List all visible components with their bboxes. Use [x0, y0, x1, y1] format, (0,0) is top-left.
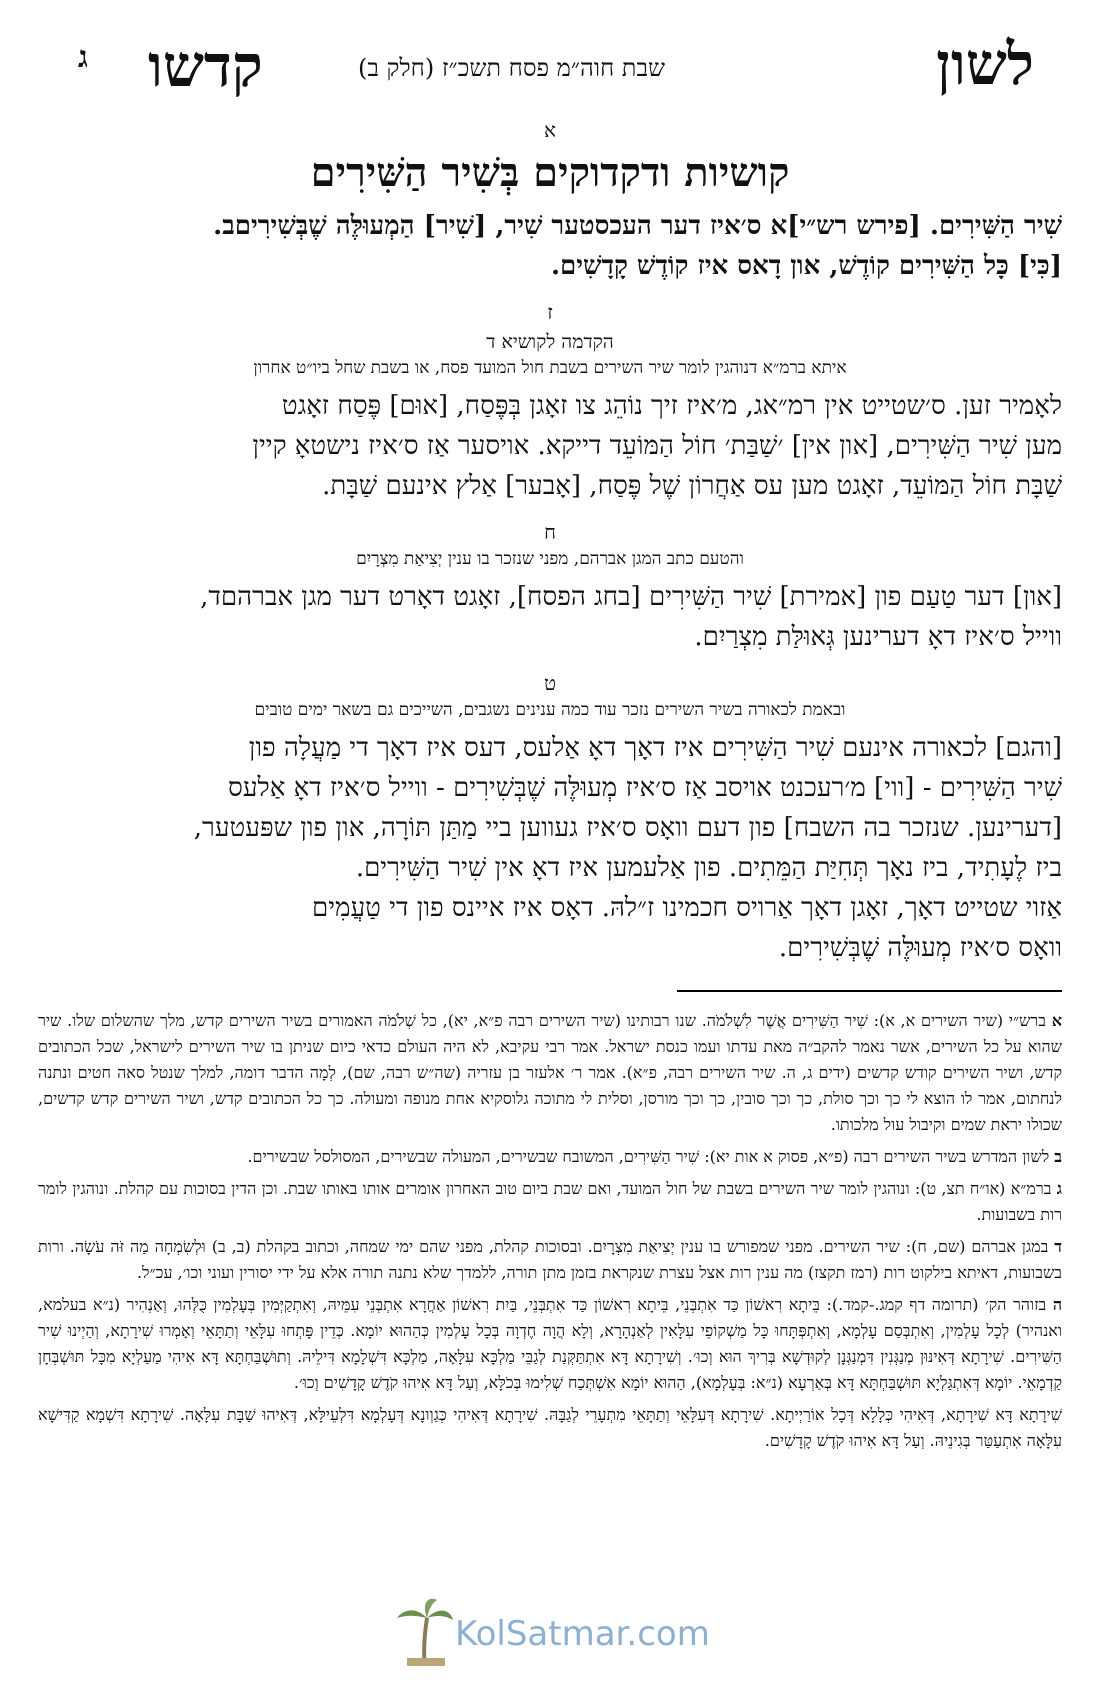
palm-tree-logo-icon	[395, 1596, 455, 1672]
paragraph-line: אַזוי שטייט דאָך, זאָגן דאָך אַרויס חכמינו ז״להּ. דאָס איז איינס פון די טַעֲמִים	[311, 893, 1062, 923]
footnote-mark: ד	[1054, 1237, 1062, 1256]
section-letter-z: ז	[547, 300, 553, 324]
paragraph-line: שַׁבָּת חוֹל הַמּוֹעֵד, זאָגט מען עס אַחֲרוֹן שֶׁל פֶּסַח, [אָבער] אַלץ אינעם שַׁבָּת.	[322, 471, 1062, 501]
paragraph-line: [און] דער טַעַם פון [אמירת] שִׁיר הַשִּׁירִים [בחג הפסח], זאָגט דאָרט דער מגן אברהםד,	[200, 582, 1062, 612]
header-subtitle: שבת חוה״מ פסח תשכ״ז (חלק ב)	[358, 54, 665, 82]
footnote-text: לשון המדרש בשיר השירים רבה (פ״א, פסוק א אות יא): שִׁיר הַשִּׁירִים, המשובח שבשירים, המעולה שבשירים, המסולסל שבשירים.	[247, 1147, 1050, 1166]
section-subheading: והטעם כתב המגן אברהם, מפני שנזכר בו ענין יְצִיאַת מִצְרָיִם	[356, 549, 744, 569]
section-letter-ch: ח	[544, 520, 556, 544]
footnote-text: ברמ״א (או״ח תצ, ט): ונוהגין לומר שיר השירים בשבת של חול המועד, ואם שבת ביום טוב האחרון אומרים אותו באותו שבת. וכן הדין בסוכות עם קהלת. ונוהגין לומר רות בשבועות.	[38, 1179, 1062, 1224]
header-title-left: קדשו	[148, 32, 263, 100]
footnote	[38, 1144, 1062, 1170]
paragraph-line: [כִּי] כָּל הַשִּׁירִים קוֹדֶשׁ, און דָאס איז קוֹדֶשׁ קָדָשִׁים.	[550, 251, 1062, 281]
footnotes	[38, 1008, 1062, 1454]
section-heading: הקדמה לקושיא ד	[486, 331, 614, 353]
footnote	[38, 1234, 1062, 1286]
footnote	[38, 1292, 1062, 1396]
page-header	[38, 30, 1062, 110]
paragraph-line: ביז לֶעָתִיד, ביז נאָך תְּחִיַּת הַמֵּתִים. פון אַלעמען איז דאָ אין שִׁיר הַשִּׁירִים.	[355, 853, 1062, 883]
section-letter-a: א	[543, 118, 556, 142]
paragraph-line: וואָס ס׳איז מְעוּלֶּה שֶׁבְּשִׁירִים.	[778, 933, 1062, 963]
footnote-divider	[677, 990, 1062, 992]
paragraph-line: [והגם] לכאורה אינעם שִׁיר הַשִּׁירִים איז דאָך דאָ אַלעס, דעס איז דאָך די מַעֲלָה פון	[248, 733, 1062, 763]
paragraph-line: ווייל ס׳איז דאָ דערינען גְּאוּלַּת מִצְרַיִם.	[694, 622, 1062, 652]
watermark-text: KolSatmar.com	[455, 1614, 710, 1654]
footnote-text: שִׁירָתָא דָּא שִׁירָתָא, דְּאִיהִי כְּלָלָא דְּכָל אוֹרַיְיתָא. שִׁירָתָא דְּעִלָּאֵי וְתַתָּאֵי מִתְעָרֵי לְגַבָּהּ. שִׁירָתָא דְּאִיהִי כְּגַוְונָא דְּעָלְמָא דִּלְעֵילָּא, דְּאִיהוּ שַׁבָּת עִלָּאָה. שִׁירָתָא דִּשְׁמָא קַדִּישָׁא עִלָּאָה אִתְעַטַּר בְּגִינֵיהּ. וְעַל דָּא אִיהוּ קֹדֶשׁ קָדָשִׁים.	[38, 1405, 1062, 1450]
main-title: קושיות ודקדוקים בְּשִׁיר הַשִּׁירִים	[310, 149, 790, 196]
footnote-text: במגן אברהם (שם, ח): שיר השירים. מפני שמפורש בו ענין יְצִיאַת מִצְרָיִם. ובסוכות קהלת, מפני שהם ימי שמחה, וכתוב בקהלת (ב, ב) וּלְשִׂמְחָה מַה זֹּה עֹשָׂה. ורות בשבועות, דאיתא בילקוט רות (רמז תקצז) מה ענין רות אצל עצרת שנקראת בזמן מתן תורה, ללמדך שלא נתנה תורה אלא על ידי יסורין ועוני וכו׳, עכ״ל.	[38, 1237, 1062, 1282]
footnote-mark: ג	[1056, 1179, 1062, 1198]
page-number: ג	[78, 40, 88, 75]
footnote-mark: ב	[1054, 1147, 1062, 1166]
paragraph-line: מען שִׁיר הַשִּׁירִים, [און אין] ׳שַׁבַּת׳ חוֹל הַמּוֹעֵד דייקא. אויסער אַז ס׳איז נישטאָ קיין	[252, 431, 1062, 461]
paragraph-line: שִׁיר הַשִּׁירִים - [ווי] מ׳רעכנט אויסב אַז ס׳איז מְעוּלֶּה שֶׁבְּשִׁירִים - ווייל ס׳איז דאָ אַלעס	[228, 773, 1062, 803]
section-subheading: ובאמת לכאורה בשיר השירים נזכר עוד כמה ענינים נשגבים, השייכים גם בשאר ימים טובים	[254, 700, 846, 720]
footnote-mark: ה	[1052, 1295, 1063, 1314]
paragraph-line: לאָמיר זען. ס׳שטייט אין רמ״אג, מ׳איז זיך נוֹהֵג צו זאָגן בְּפֶּסַח, [אוּם] פֶּסַח זאָגט	[281, 391, 1062, 421]
header-title-right: לשון	[936, 30, 1034, 98]
paragraph-line: [דערינען. שנזכר בה השבח] פון דעם וואָס ס׳איז געווען ביי מַתַּן תּוֹרָה, און פון שפּעטער,	[193, 813, 1062, 843]
section-letter-t: ט	[543, 671, 557, 695]
footnote-text: ברש״י (שיר השירים א, א): שִׁיר הַשִּׁירִים אֲשֶׁר לִשְׁלֹמֹה. שנו רבותינו (שיר השירים רבה פ״א, יא), כל שְׁלֹמֹה האמורים בשיר השירים קדש, מלך שהשלום שלו. שיר שהוא על כל השירים, אשר נאמר להקב״ה מאת עדתו ועמו כנסת ישראל. אמר רבי עקיבא, לא היה העולם כדאי כיום שניתן בו שיר השירים לישראל, שכל הכתובים קדש, ושיר השירים קודש קדשים (ידים ג, ה. שיר השירים רבה, פ״א). אמר ר׳ אלעזר בן עזריה (שה״ש רבה, שם), לְמָה הדבר דומה, למלך שנטל סאה חטים ונתנה לנחתום, אמר לו הוצא לי כך וכך סולת, כך וכך סובין, כך וכך מורסן, וסלית לי מתוכה גלוסקיא אחת מנופה ומעולה. כך כל הכתובים קדש, ושיר השירים קדש קדשים, שכולו יראת שמים וקיבול עול מלכותו.	[38, 1011, 1063, 1134]
paragraph-line: שִׁיר הַשִּׁירִים. [פירש רש״י]א ס׳איז דער העכסטער שִׁיר, [שִׁיר] הַמְעוּלֶּה שֶׁבְּשִׁירִיםב.	[213, 211, 1062, 241]
watermark	[395, 1596, 710, 1676]
document-page	[38, 30, 1062, 1460]
section-subheading: איתא ברמ״א דנוהגין לומר שיר השירים בשבת חול המועד פסח, או בשבת שחל ביו״ט אחרון	[253, 358, 847, 378]
footnote	[38, 1008, 1062, 1138]
footnote-continuation	[38, 1402, 1062, 1454]
footnote-mark: א	[1051, 1011, 1063, 1030]
footnote-text: בזוהר הק׳ (תרומה דף קמג.-קמד.): בֵּיתָא רִאשׁוֹן כַּד אִתְבְּנֵי, בֵּיתָא רִאשׁוֹן כַּד אִתְבְּנֵי, בַּיִת רִאשׁוֹן אַחֲרָא אִתְבְּנֵי עִמֵּיהּ, וְאִתְקַיְּמִין בְּעָלְמִין כֻּלְּהוּ, וְאַנְהִיר (נ״א בעלמא, ואנהיר) לְכָל עָלְמִין, וְאִתְבְּסַם עָלְמָא, וְאִתְפְּתָּחוּ כָּל מַשְׁקוֹפֵי עִלָּאִין לְאַנְהָרָא, וְלָא הֲוָה חֶדְוָה בְּכָל עָלְמִין כְּהַהוּא יוֹמָא. כְּדֵין פָּתְחוּ עִלָּאֵי וְתַתָּאֵי וְאָמְרוּ שִׁירָתָא, וְהַיְינוּ שִׁיר הַשִּׁירִים. שִׁירָתָא דְּאִינּוּן מְנַגְּנִין דִּמְנַגְּנָן לְקוּדְשָׁא בְּרִיךְ הוּא וְכוּ׳. וְשִׁירָתָא דָּא אִתְתַּקְּנַת לְגַבֵּי מַלְכָּא עִלָּאָה, מַלְכָּא דִּשְׁלָמָא דִּילֵיהּ. וְתוּשְׁבַּחְתָּא דָּא אִיהִי מַעַלְיָא מִכָּל תּוּשְׁבְּחָן קַדְמָאֵי. יוֹמָא דְּאִתְגַּלְיָא תּוּשְׁבַּחְתָּא דָּא בְּאַרְעָא (נ״א: בְּעָלְמָא), הַהוּא יוֹמָא אִשְׁתְּכַח שְׁלִימוּ בְּכֹלָּא, וְעַל דָּא אִיהוּ קֹדֶשׁ קָדָשִׁים וְכוּ׳.	[38, 1295, 1062, 1392]
footnote	[38, 1176, 1062, 1228]
